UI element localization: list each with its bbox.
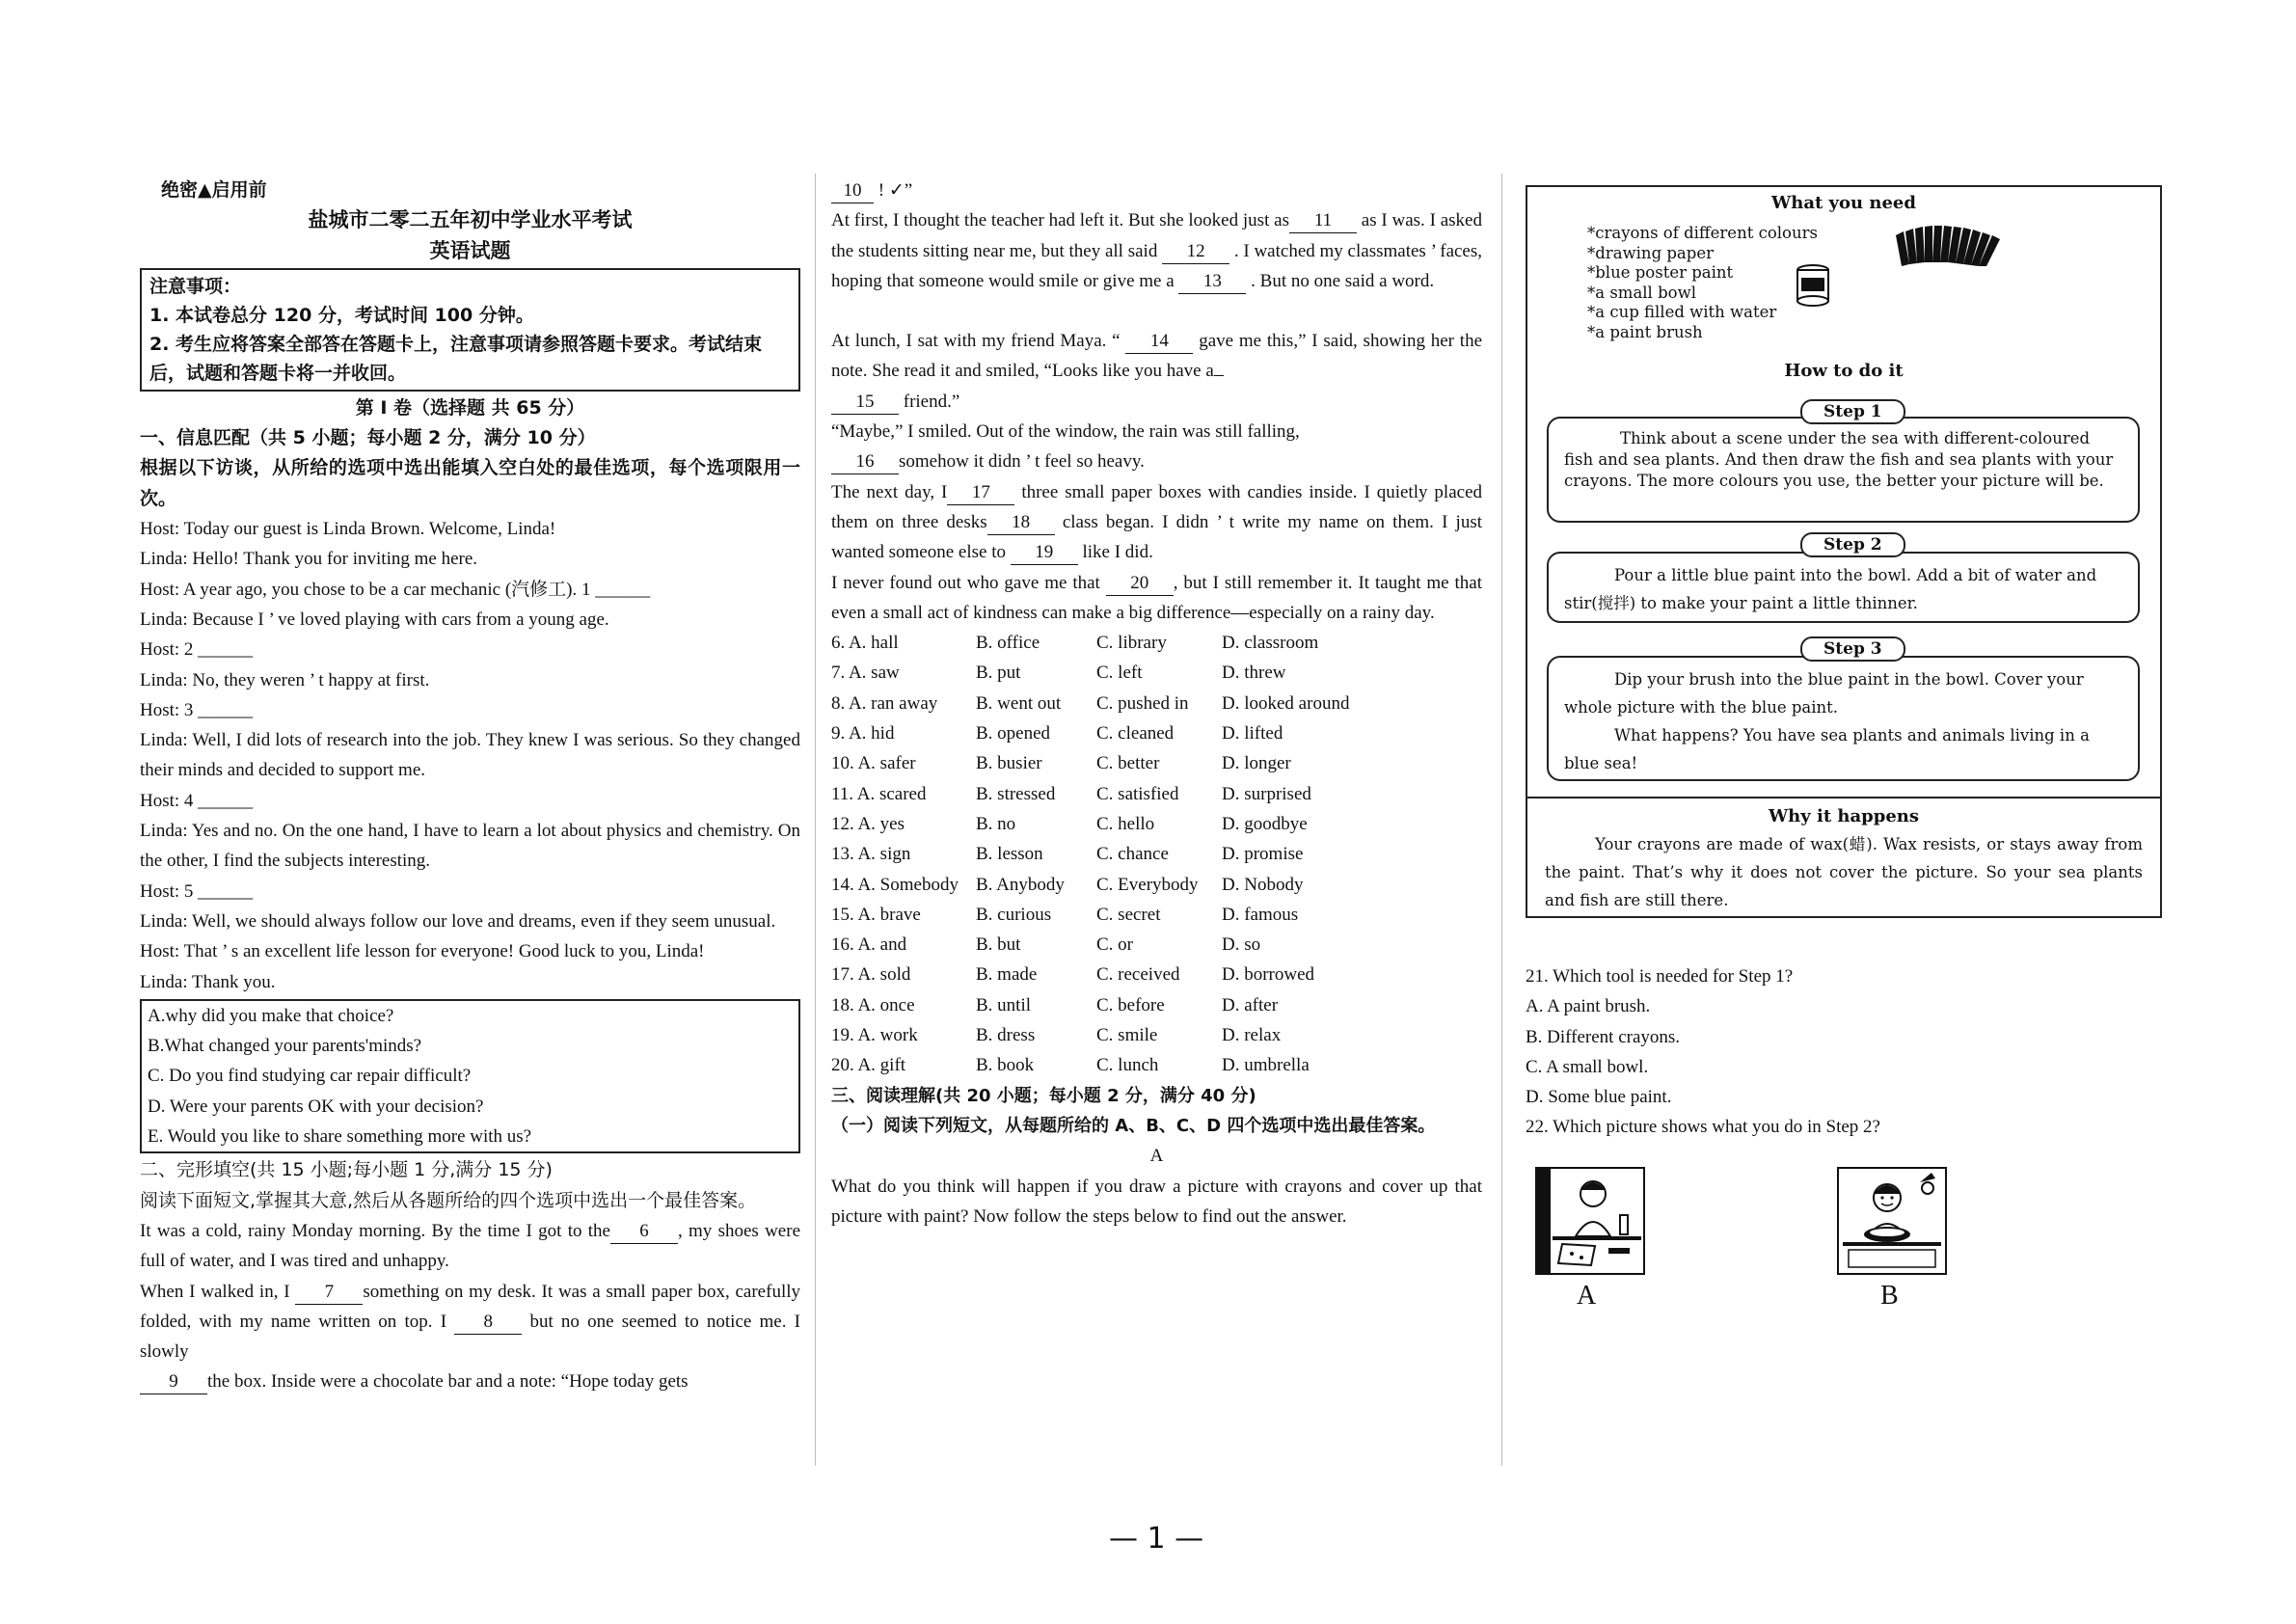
notice-item-1: 1. 本试卷总分 120 分，考试时间 100 分钟。 [149,304,534,326]
cloze-option: B. dress [976,1025,1036,1046]
dialogue-line: Linda: Well, we should always follow our love and dreams, even if they seem unusual. [140,910,776,932]
step1-text: Think about a scene under the sea with different-coloured fish and sea plants. And then draw the fish and sea plants with your crayons. The more colours you use, the better your picture will be. [1564,429,2114,490]
dialogue-line: Host: 5 ______ [140,880,254,902]
cloze-option: C. pushed in [1096,692,1189,714]
cloze-option: 14. A. Somebody [831,874,959,895]
cloze-option: B. stressed [976,783,1056,804]
instruction-panel [1526,185,2162,918]
blank-6: 6 [610,1220,678,1244]
cloze-option: B. curious [976,904,1052,925]
need-item: *blue poster paint [1587,263,1734,282]
cloze-option: C. secret [1096,904,1161,925]
cloze-option: C. hello [1096,813,1155,834]
exam-subtitle: 英语试题 [429,238,511,262]
reading-heading: 三、阅读理解(共 20 小题；每小题 2 分，满分 40 分) [831,1085,1256,1106]
cloze-option: B. lesson [976,844,1043,865]
child-painting-icon [1839,1169,1945,1273]
dialogue-line: Linda: Hello! Thank you for inviting me here. [140,549,478,570]
cloze-option: B. Anybody [976,874,1065,895]
cloze-option: C. Everybody [1096,874,1199,895]
cloze-option: C. cleaned [1096,723,1175,744]
dialogue-line: Linda: Yes and no. On the one hand, I have to learn a lot about physics and chemistry. On the other, I find the subjects interesting. [140,821,805,872]
needs-list [1587,224,1818,342]
dialogue-line: Host: 2 ______ [140,639,254,661]
picture-b [1837,1167,1947,1275]
cloze-option: D. relax [1222,1025,1282,1046]
cloze-question-row [831,809,1482,839]
cloze-option: 19. A. work [831,1025,918,1046]
cloze-option: D. classroom [1222,633,1319,654]
blank-14: 14 [1125,330,1193,354]
cloze-question-row [831,748,1482,778]
column-2 [831,176,1482,1232]
cloze-question-row [831,990,1482,1020]
cloze-question-row [831,839,1482,869]
cloze-option: 18. A. once [831,994,915,1015]
need-item: *a paint brush [1587,322,1703,341]
child-drawing-icon [1537,1169,1643,1273]
cloze-instruction: 阅读下面短文,掌握其大意,然后从各题所给的四个选项中选出一个最佳答案。 [140,1189,757,1211]
cloze-question-row [831,1020,1482,1050]
cloze-option: C. chance [1096,844,1169,865]
step1-label: Step 1 [1800,399,1905,424]
dialogue-line: Host: Today our guest is Linda Brown. Welcome, Linda! [140,519,556,540]
blank-19: 19 [1011,541,1078,565]
cloze-option: D. borrowed [1222,964,1315,986]
exam-title: 盐城市二零二五年初中学业水平考试 [308,208,633,232]
notice-item-2: 2. 考生应将答案全部答在答题卡上，注意事项请参照答题卡要求。考试结束后，试题和答题卡将一并收回。 [149,333,763,384]
cloze-option: B. busier [976,753,1042,774]
cloze-option: 10. A. safer [831,753,916,774]
cloze-option: D. promise [1222,844,1304,865]
cloze-question-row [831,1050,1482,1080]
step3-text-1: Dip your brush into the blue paint in the bowl. Cover your whole picture with the blue paint. [1564,670,2084,717]
secret-label: 绝密▲启用前 [161,179,267,201]
dialogue-line: Host: 3 ______ [140,699,254,720]
option-e: E. Would you like to share something more with us? [148,1126,532,1148]
blank-12: 12 [1162,240,1229,264]
cloze-option: 9. A. hid [831,723,895,744]
cloze-option: C. or [1096,934,1133,956]
cloze-option: 13. A. sign [831,844,911,865]
step2-label: Step 2 [1800,532,1905,557]
cloze-option: D. after [1222,994,1279,1015]
cloze-option: D. Nobody [1222,874,1304,895]
section1-heading: 一、信息匹配（共 5 小题；每小题 2 分，满分 10 分） [140,427,596,449]
cloze-heading: 二、完形填空(共 15 小题;每小题 1 分,满分 15 分) [140,1159,553,1181]
cloze-option: 8. A. ran away [831,692,938,714]
cloze-option: D. so [1222,934,1261,956]
questions-21-22 [1526,961,2167,1143]
cloze-option: C. received [1096,964,1180,986]
section1-instruction: 根据以下访谈，从所给的选项中选出能填入空白处的最佳选项，每个选项限用一次。 [140,457,800,509]
cloze-option: D. threw [1222,663,1286,684]
cloze-option: 15. A. brave [831,904,921,925]
blank-10: 10 [831,179,874,203]
step2-box [1547,552,2140,623]
cloze-paragraph-5: “Maybe,” I smiled. Out of the window, the rain was still falling, 16 somehow it didn ’ t feel so heavy. [831,417,1482,477]
notice-box [140,268,800,392]
blank-9: 9 [140,1370,207,1394]
dialogue-line: Host: That ’ s an excellent life lesson for everyone! Good luck to you, Linda! [140,941,705,962]
cloze-paragraph-4: At lunch, I sat with my friend Maya. “ 14 gave me this,” I said, showing her the note. She read it and smiled, “Looks like you have a 15 friend.” [831,326,1482,417]
need-item: *crayons of different colours [1587,224,1818,242]
cloze-option: B. went out [976,692,1062,714]
paint-can-icon [1794,262,1832,307]
q21-option-c: C. A small bowl. [1526,1056,1649,1077]
cloze-option: C. before [1096,994,1165,1015]
blank-17: 17 [947,481,1014,505]
step3-text-2: What happens? You have sea plants and animals living in a blue sea! [1564,726,2090,772]
options-box [140,999,800,1153]
cloze-option: 6. A. hall [831,633,899,654]
cloze-option: B. opened [976,723,1051,744]
cloze-option: D. surprised [1222,783,1311,804]
option-d: D. Were your parents OK with your decision? [148,1096,484,1117]
cloze-option: D. looked around [1222,692,1350,714]
option-a: A.why did you make that choice? [148,1005,394,1026]
column-divider-1 [815,174,816,1466]
blank-18: 18 [987,511,1055,535]
cloze-option: 17. A. sold [831,964,911,986]
cloze-question-row [831,658,1482,688]
cloze-question-row [831,900,1482,930]
cloze-option: D. goodbye [1222,813,1308,834]
cloze-question-row [831,930,1482,960]
dialogue-line: Host: 4 ______ [140,790,254,811]
why-section [1527,797,2160,914]
cloze-option: C. smile [1096,1025,1158,1046]
step2-text: Pour a little blue paint into the bowl. Add a bit of water and stir(搅拌) to make your paint a little thinner. [1564,566,2097,612]
dialogue-line: Linda: Well, I did lots of research into the job. They knew I was serious. So they changed their minds and decided to support me. [140,730,805,781]
column-divider-2 [1501,174,1502,1466]
cloze-paragraph-7: I never found out who gave me that 20 , but I still remember it. It taught me that even a small act of kindness can make a big difference—especially on a rainy day. [831,572,1483,623]
dialogue-line: Linda: Because I ’ ve loved playing with cars from a young age. [140,609,609,630]
dialogue-line: Linda: Thank you. [140,971,276,992]
need-item: *a small bowl [1587,283,1696,302]
blank-15: 15 [831,391,899,415]
cloze-option: B. no [976,813,1016,834]
cloze-option: D. lifted [1222,723,1283,744]
column-1 [140,176,805,1397]
step1-box [1547,417,2140,523]
q22-question: 22. Which picture shows what you do in Step 2? [1526,1117,1880,1138]
cloze-options-list [831,628,1482,1080]
cloze-question-row [831,718,1482,748]
picture-a-label: A [1577,1281,1597,1311]
cloze-option: B. put [976,663,1021,684]
cloze-question-row [831,779,1482,809]
cloze-option: 11. A. scared [831,783,927,804]
dialogue-line: Linda: No, they weren ’ t happy at first. [140,669,430,690]
blank-20: 20 [1106,572,1174,596]
notice-head: 注意事项： [149,275,242,297]
option-c: C. Do you find studying car repair difficult? [148,1066,472,1087]
cloze-option: C. left [1096,663,1143,684]
cloze-option: 12. A. yes [831,813,905,834]
cloze-paragraph-1: It was a cold, rainy Monday morning. By the time I got to the 6 , my shoes were full of water, and I was tired and unhappy. [140,1220,800,1272]
cloze-option: B. made [976,964,1038,986]
part1-title: 第 I 卷（选择题 共 65 分） [355,396,585,419]
cloze-option: C. satisfied [1096,783,1179,804]
cloze-option: 20. A. gift [831,1055,906,1076]
cloze-continued: 10 ! ✓” [831,176,1482,205]
cloze-paragraph-6: The next day, I 17 three small paper boxes with candies inside. I quietly placed them on three desks 18 class began. I didn ’ t write my name on them. I just wanted someone else to 19 like I did. [831,477,1482,568]
cloze-option: B. book [976,1055,1035,1076]
q21-option-d: D. Some blue paint. [1526,1087,1672,1108]
q21-option-b: B. Different crayons. [1526,1026,1681,1047]
need-item: *drawing paper [1587,243,1714,262]
cloze-option: B. office [976,633,1040,654]
blank-16: 16 [831,450,899,474]
cloze-option: D. longer [1222,753,1291,774]
cloze-question-row [831,960,1482,989]
cloze-paragraph-3: At first, I thought the teacher had left it. But she looked just as 11 as I was. I asked the students sitting near me, but they all said 12 . I watched my classmates ’ faces, hoping that someone would smile or give me a 13 . But no one said a word. [831,205,1482,296]
picture-a [1535,1167,1645,1275]
page-number: — 1 — [1109,1522,1204,1556]
cloze-paragraph-2: When I walked in, I 7 something on my desk. It was a small paper box, carefully folded, with my name written on top. I 8 but no one seemed to notice me. I slowly 9 the box. Inside were a chocolate bar and a note: “Hope today gets [140,1277,800,1397]
cloze-question-row [831,689,1482,718]
crayons-icon [1892,222,2008,268]
blank-13: 13 [1178,270,1246,294]
cloze-question-row [831,628,1482,658]
cloze-option: 16. A. and [831,934,907,956]
need-item: *a cup filled with water [1587,303,1777,321]
picture-b-label: B [1880,1281,1899,1311]
cloze-option: C. library [1096,633,1167,654]
cloze-option: B. until [976,994,1032,1015]
reading-subheading: （一）阅读下列短文，从每题所给的 A、B、C、D 四个选项中选出最佳答案。 [831,1115,1436,1136]
need-title: What you need [1771,193,1916,213]
cloze-option: C. lunch [1096,1055,1159,1076]
cloze-option: D. umbrella [1222,1055,1310,1076]
passage-label: A [1149,1146,1164,1167]
blank-8: 8 [454,1311,522,1335]
why-text: Your crayons are made of wax(蜡). Wax resists, or stays away from the paint. That’s why it does not cover the picture. So your sea plants and fish are still there. [1545,835,2143,909]
step3-label: Step 3 [1800,636,1905,662]
step3-box [1547,656,2140,781]
q21-question: 21. Which tool is needed for Step 1? [1526,966,1794,987]
cloze-question-row [831,870,1482,900]
cloze-option: 7. A. saw [831,663,900,684]
blank-7: 7 [295,1281,363,1305]
cloze-option: B. but [976,934,1021,956]
dialogue-line: Host: A year ago, you chose to be a car mechanic (汽修工). 1 ______ [140,579,651,600]
cloze-option: D. famous [1222,904,1299,925]
passage-intro: What do you think will happen if you draw a picture with crayons and cover up that picture with paint? Now follow the steps below to find out the answer. [831,1176,1482,1227]
how-title: How to do it [1784,361,1904,381]
q21-option-a: A. A paint brush. [1526,996,1651,1017]
why-title: Why it happens [1768,806,1920,826]
blank-11: 11 [1289,209,1357,233]
option-b: B.What changed your parents'minds? [148,1036,422,1057]
cloze-option: C. better [1096,753,1160,774]
